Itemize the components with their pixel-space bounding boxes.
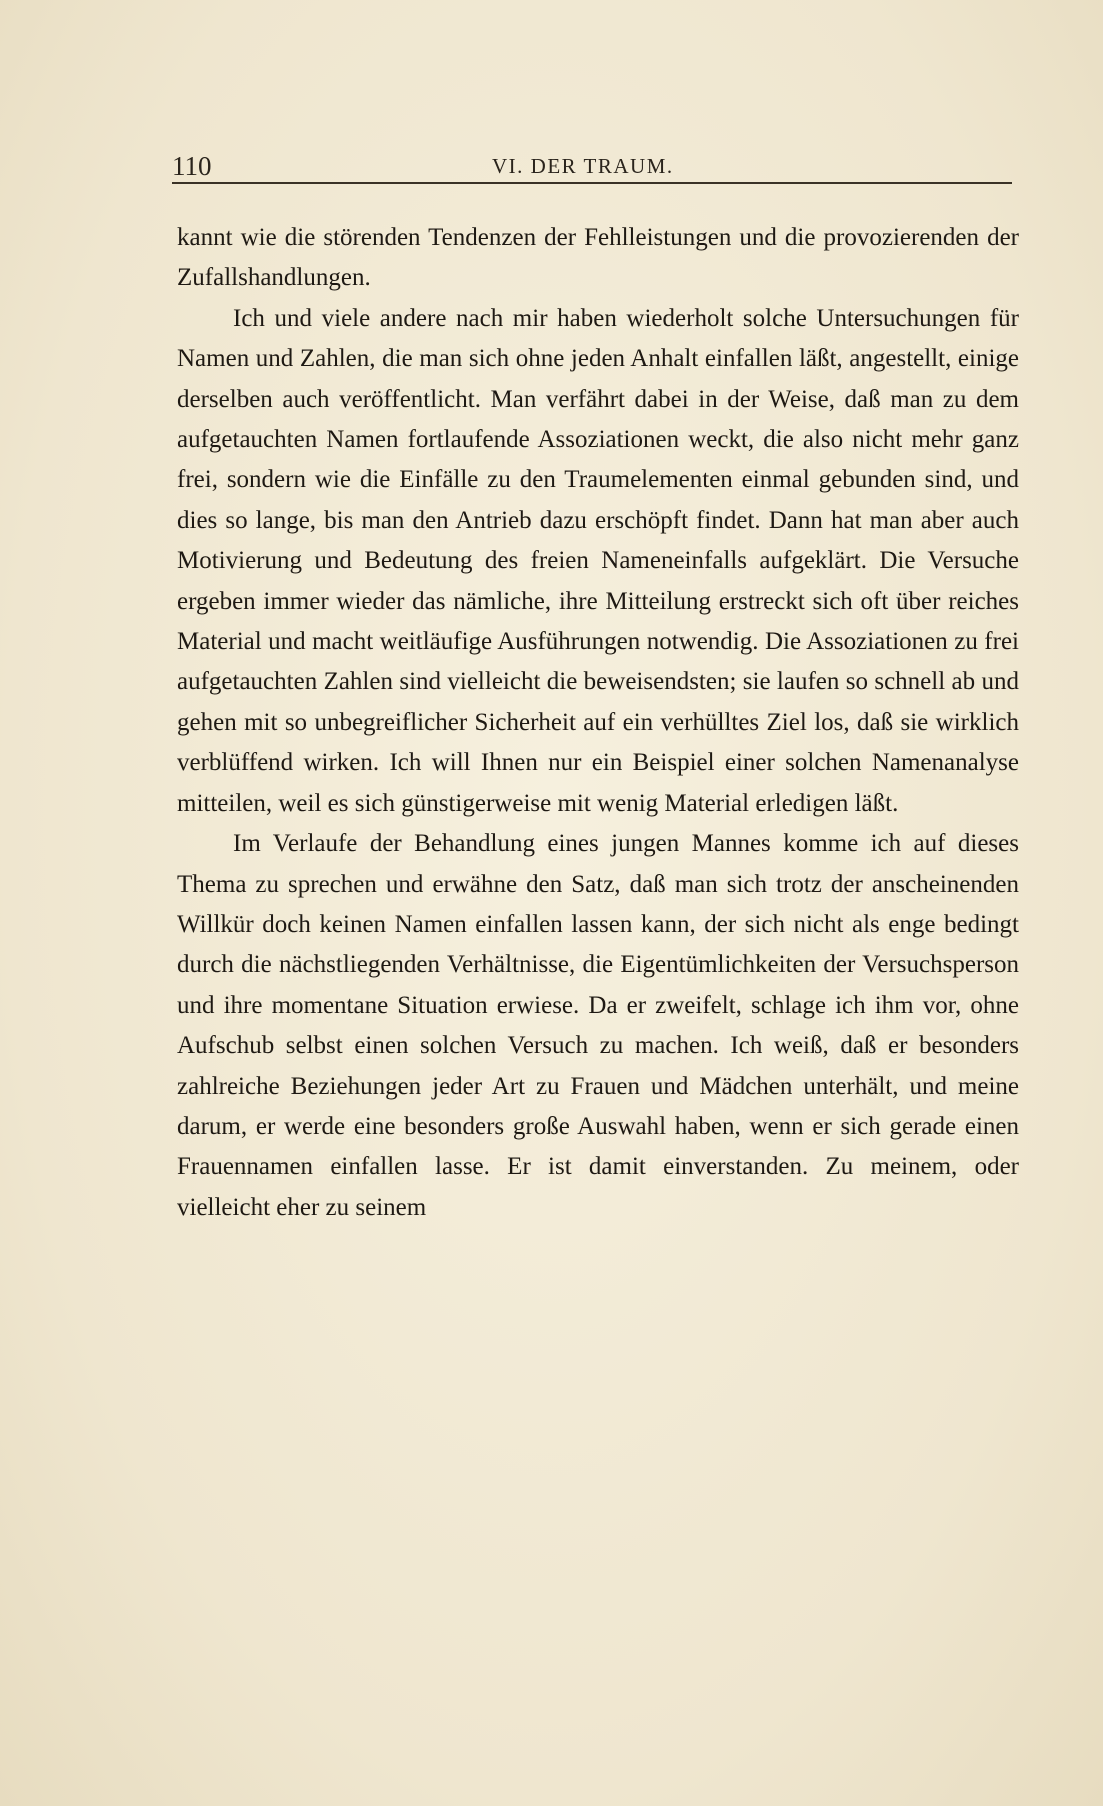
paragraph: Im Verlaufe der Behandlung eines jungen Mannes komme ich auf dieses Thema zu sprechen und erwähne den Satz, daß man sich trotz der anscheinenden Willkür doch keinen Namen einfallen lassen kann, der sich nicht als enge bedingt durch die nächstliegenden Verhältnisse, die Eigentümlichkeiten der Versuchsperson und ihre momentane Situation erwiese. Da er zweifelt, schlage ich ihm vor, ohne Aufschub selbst einen solchen Versuch zu machen. Ich weiß, daß er besonders zahlreiche Beziehungen jeder Art zu Frauen und Mädchen unterhält, und meine darum, er werde eine besonders große Auswahl haben, wenn er sich gerade einen Frauennamen einfallen lasse. Er ist damit einverstanden. Zu meinem, oder vielleicht eher zu seinem: [177, 830, 1019, 1221]
body-text: [177, 218, 1019, 1228]
paragraph-continued: kannt wie die störenden Tendenzen der Fehlleistungen und die provozierenden der Zufallshandlungen.: [177, 224, 1019, 292]
page-number: 110: [172, 151, 212, 181]
paragraph: Ich und viele andere nach mir haben wiederholt solche Untersuchungen für Namen und Zahlen, die man sich ohne jeden Anhalt einfallen läßt, angestellt, einige derselben auch veröffentlicht. Man verfährt dabei in der Weise, daß man zu dem aufgetauchten Namen fortlaufende Assoziationen weckt, die also nicht mehr ganz frei, sondern wie die Einfälle zu den Traumelementen einmal gebunden sind, und dies so lange, bis man den Antrieb dazu erschöpft findet. Dann hat man aber auch Motivierung und Bedeutung des freien Nameneinfalls aufgeklärt. Die Versuche ergeben immer wieder das nämliche, ihre Mitteilung erstreckt sich oft über reiches Material und macht weitläufige Ausführungen notwendig. Die Assoziationen zu frei aufgetauchten Zahlen sind vielleicht die beweisendsten; sie laufen so schnell ab und gehen mit so unbegreiflicher Sicherheit auf ein verhülltes Ziel los, daß sie wirklich verblüffend wirken. Ich will Ihnen nur ein Beispiel einer solchen Namenanalyse mitteilen, weil es sich günstigerweise mit wenig Material erledigen läßt.: [177, 304, 1019, 817]
header-rule: [172, 182, 1012, 184]
running-head: VI. DER TRAUM.: [492, 154, 674, 178]
